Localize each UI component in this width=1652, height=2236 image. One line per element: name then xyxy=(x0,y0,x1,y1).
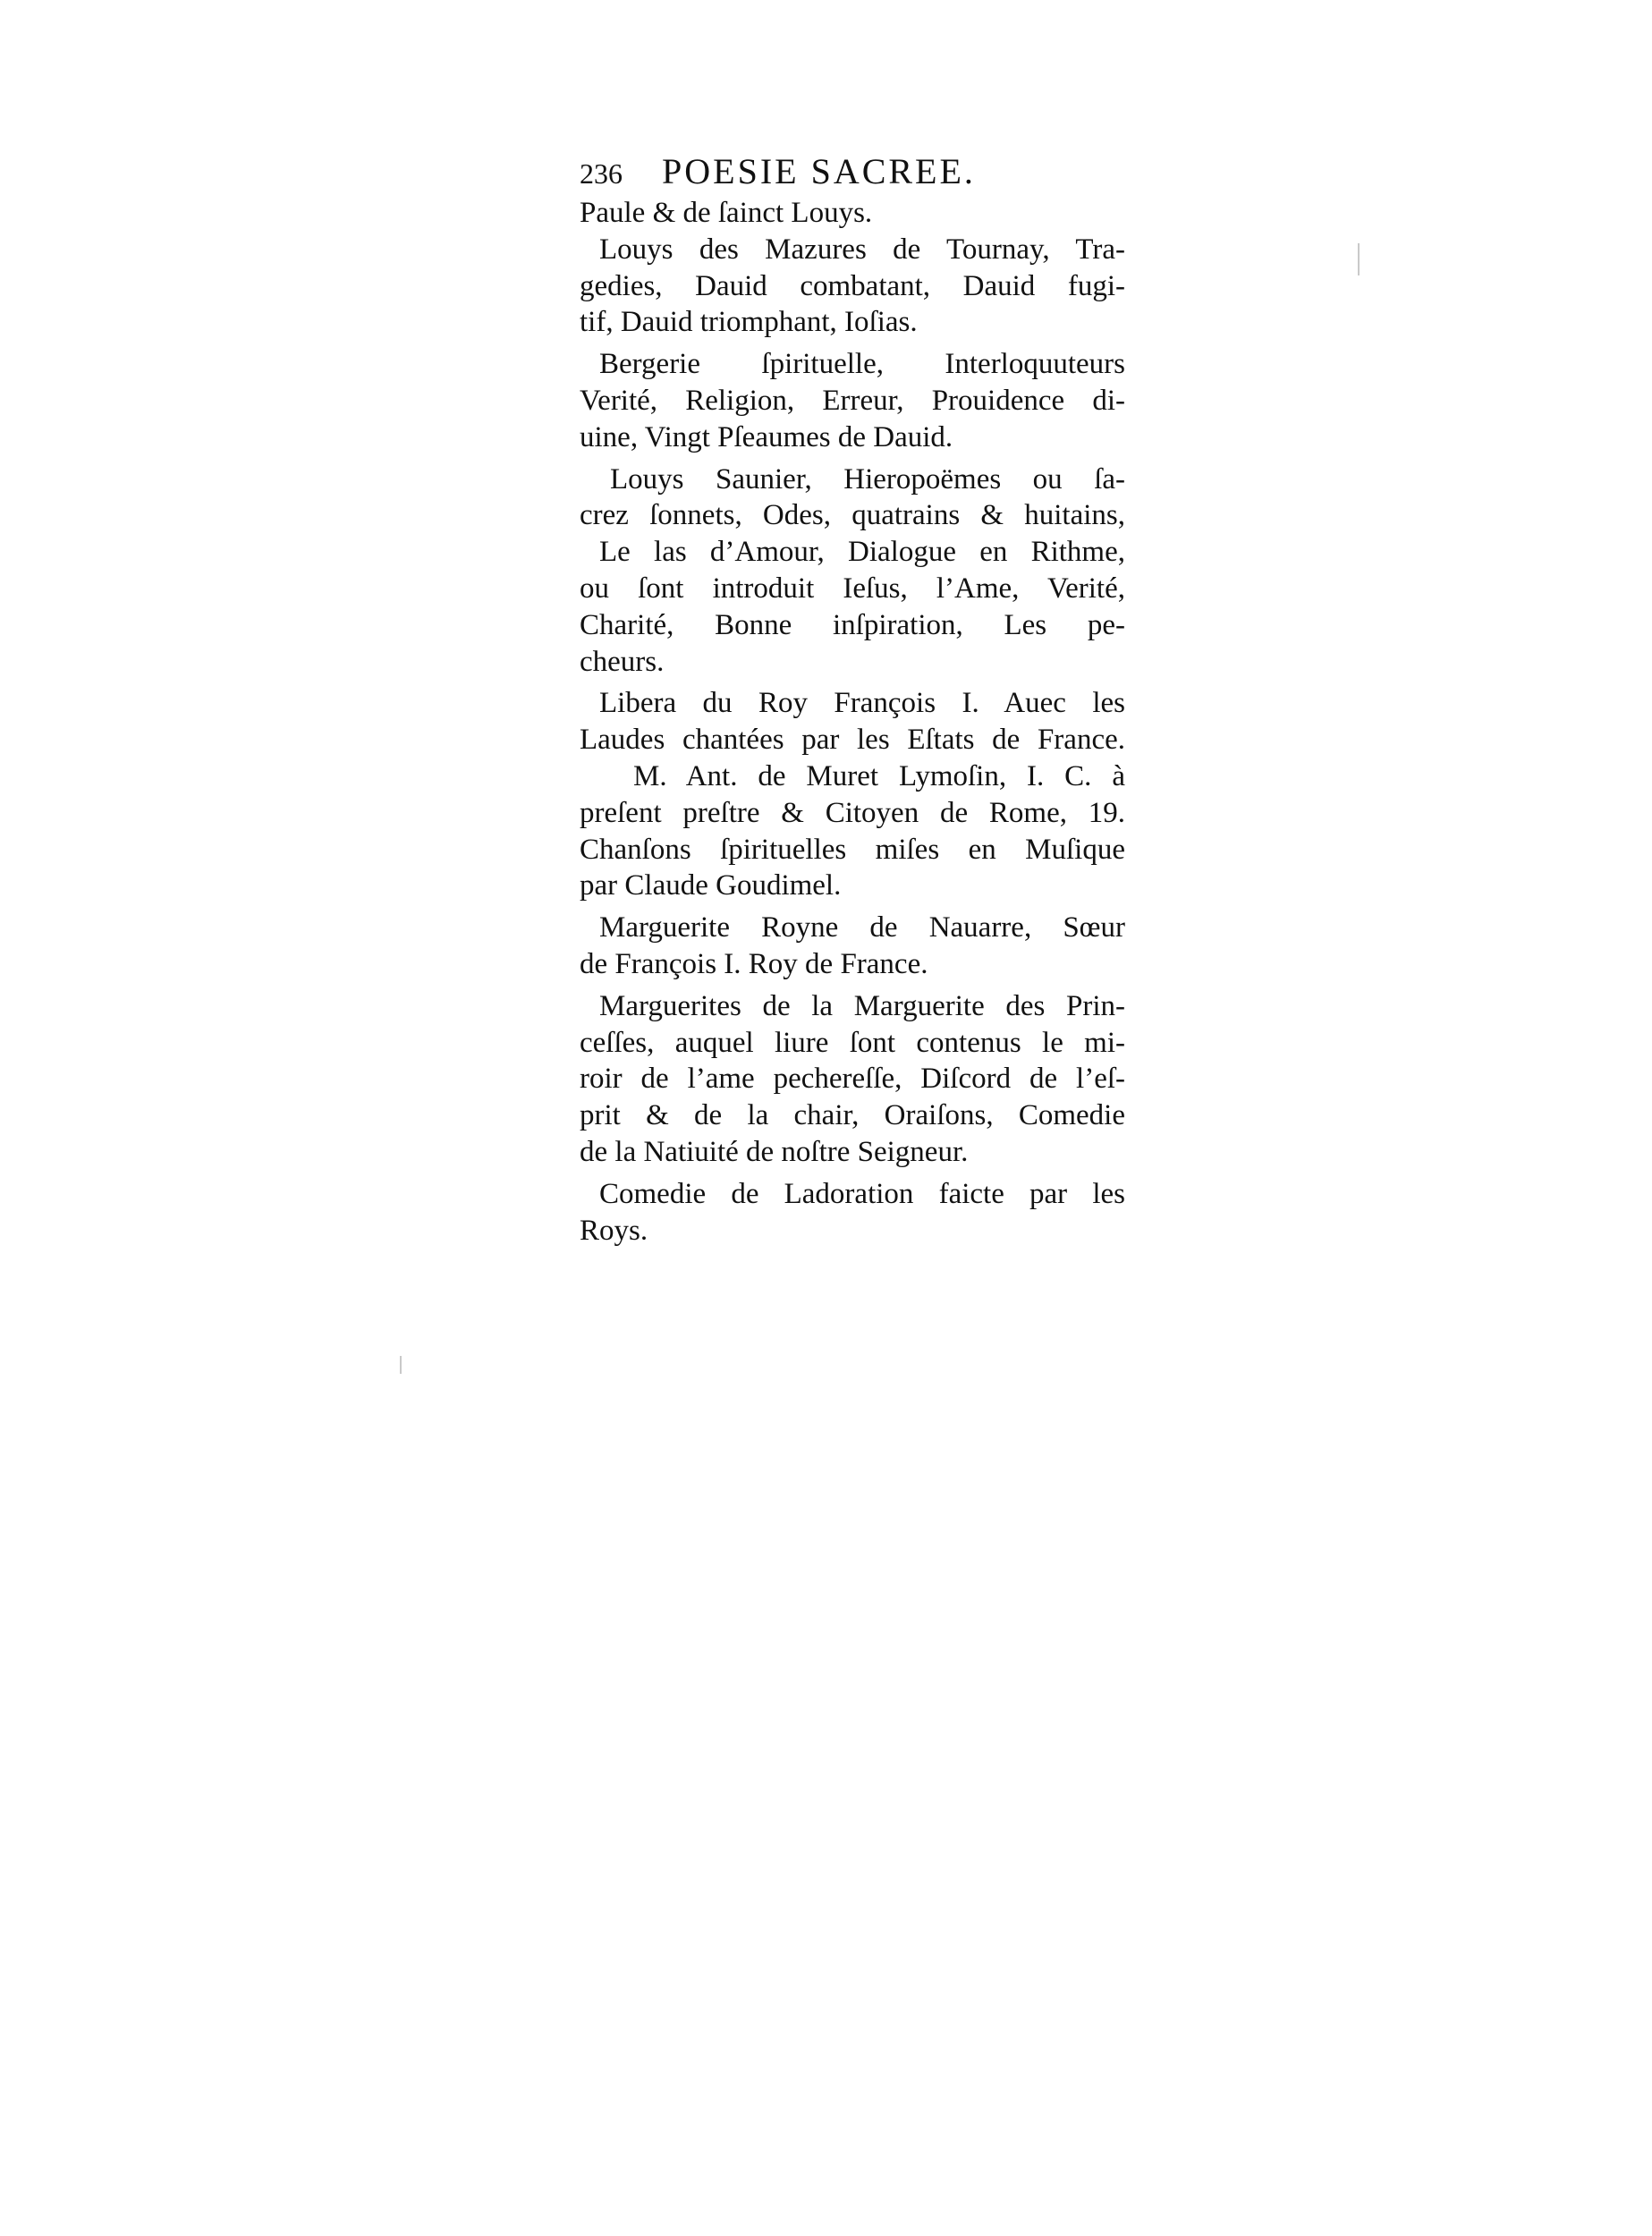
text-line: tif, Dauid triomphant, Ioſias. xyxy=(580,306,918,339)
text-line: Chanſons ſpirituelles miſes en Muſique xyxy=(580,833,1125,866)
text-line: M. Ant. de Muret Lymoſin, I. C. à xyxy=(633,759,1125,792)
text-line: Roys. xyxy=(580,1214,648,1247)
scan-speck xyxy=(1358,243,1360,275)
text-line: Comedie de Ladoration faicte par les xyxy=(599,1177,1125,1210)
text-line: Libera du Roy François I. Auec les xyxy=(599,687,1125,720)
text-line: preſent preſtre & Citoyen de Rome, 19. xyxy=(580,796,1125,829)
scan-speck xyxy=(400,1356,402,1374)
page-header xyxy=(580,150,1125,195)
text-line: uine, Vingt Pſeaumes de Dauid. xyxy=(580,420,953,453)
text-line: prit & de la chair, Oraiſons, Comedie xyxy=(580,1099,1125,1132)
text-line: cheurs. xyxy=(580,645,665,678)
text-line: Laudes chantées par les Eſtats de France. xyxy=(580,724,1125,757)
text-line: crez ſonnets, Odes, quatrains & huitains, xyxy=(580,499,1125,532)
page-number: 236 xyxy=(580,157,623,190)
text-line: de François I. Roy de France. xyxy=(580,947,928,980)
text-line: Louys Saunier, Hieropoëmes ou ſa- xyxy=(610,462,1125,495)
text-line: Verité, Religion, Erreur, Prouidence di- xyxy=(580,384,1125,417)
running-head: POESIE SACREE. xyxy=(662,151,976,191)
text-line: Paule & de ſainct Louys. xyxy=(580,197,873,229)
text-line: Marguerite Royne de Nauarre, Sœur xyxy=(599,911,1125,944)
text-line: Charité, Bonne inſpiration, Les pe- xyxy=(580,608,1125,641)
text-line: ou ſont introduit Ieſus, l’Ame, Verité, xyxy=(580,572,1125,605)
text-line: gedies, Dauid combatant, Dauid fugi- xyxy=(580,269,1125,302)
text-line: de la Natiuité de noſtre Seigneur. xyxy=(580,1135,969,1168)
page-text-block xyxy=(580,150,1125,1249)
text-line: Le las d’Amour, Dialogue en Rithme, xyxy=(599,536,1125,569)
text-line: Louys des Mazures de Tournay, Tra- xyxy=(599,233,1125,266)
text-line: par Claude Goudimel. xyxy=(580,869,842,902)
text-line: ceſſes, auquel liure ſont contenus le mi- xyxy=(580,1026,1125,1059)
text-line: Bergerie ſpirituelle, Interloquuteurs xyxy=(599,348,1125,381)
text-line: Marguerites de la Marguerite des Prin- xyxy=(599,989,1125,1022)
text-line: roir de l’ame pechereſſe, Diſcord de l’eſ- xyxy=(580,1063,1125,1096)
